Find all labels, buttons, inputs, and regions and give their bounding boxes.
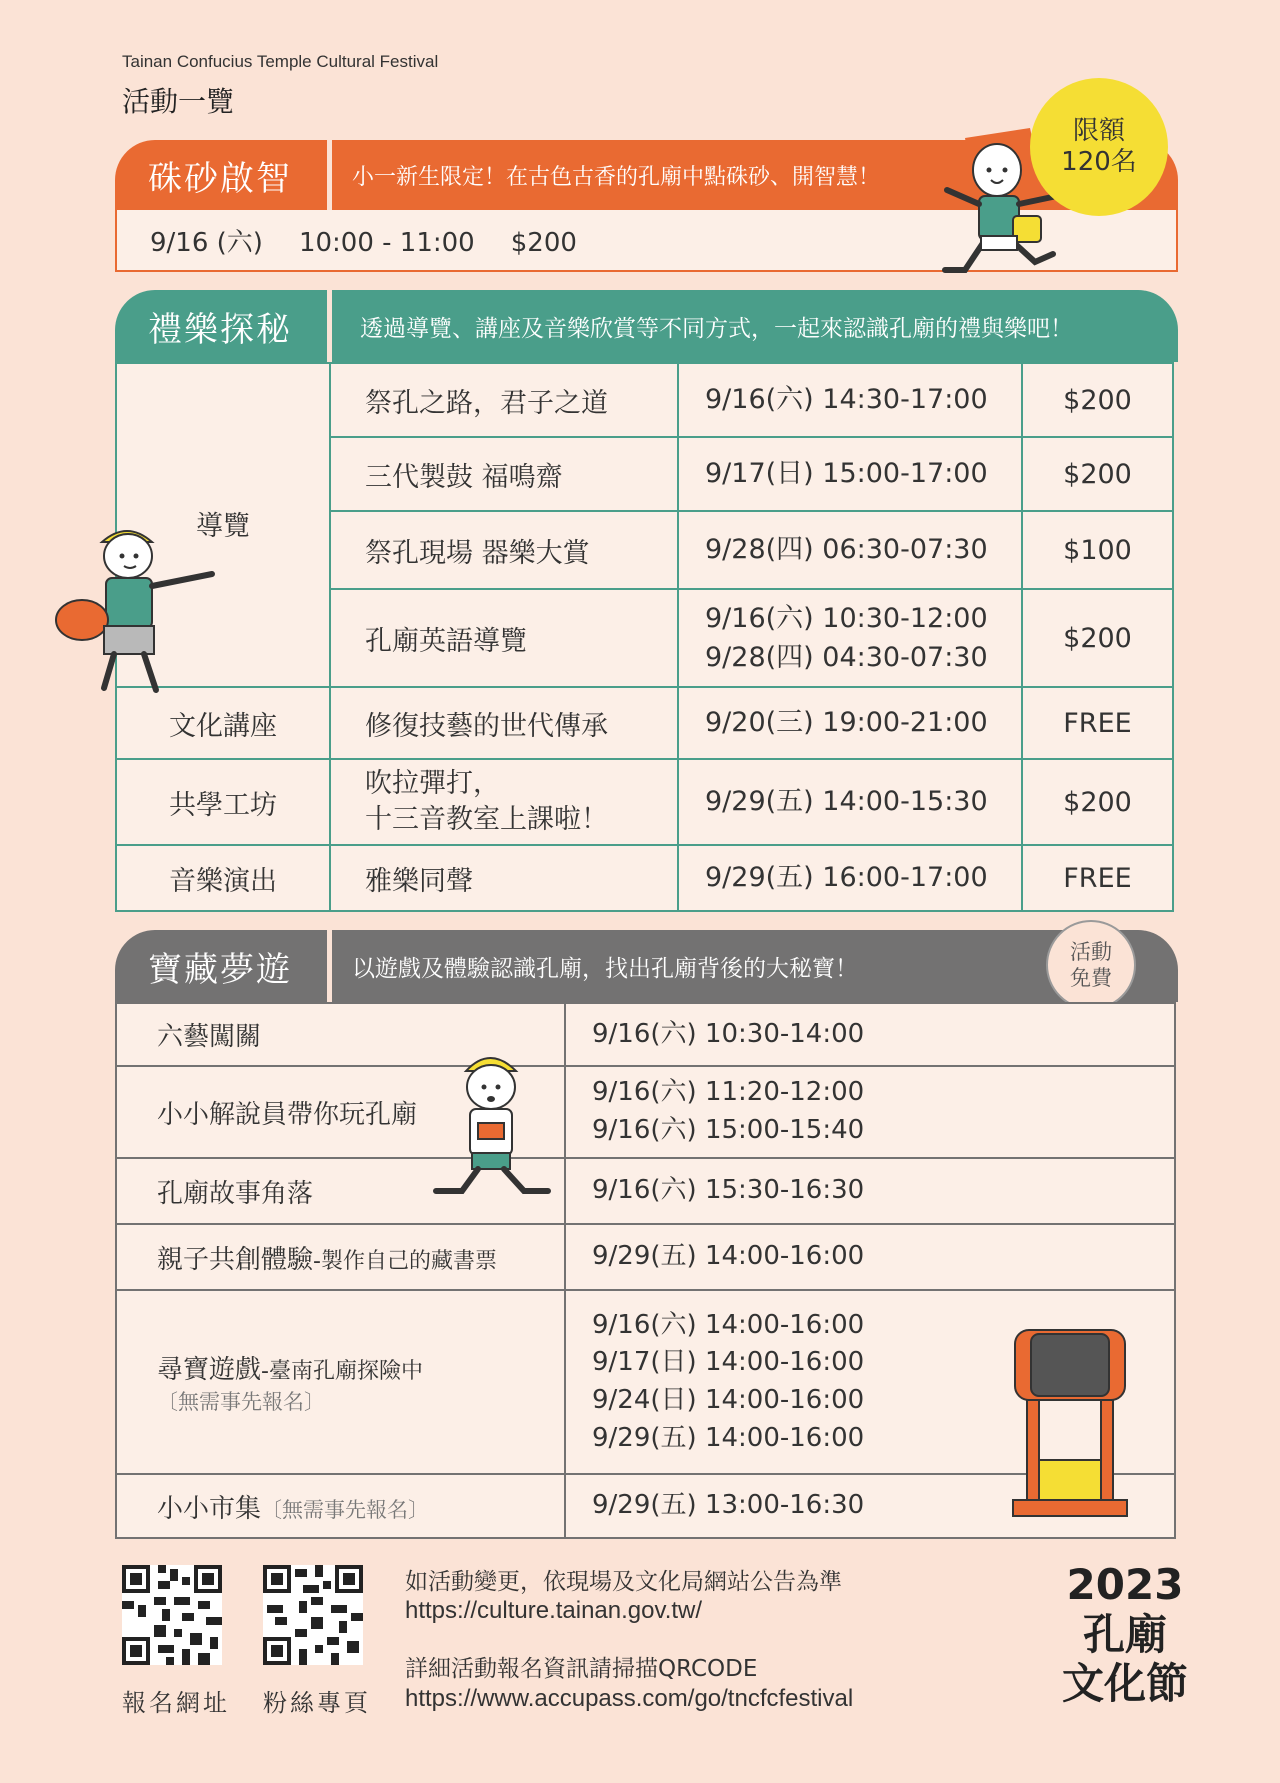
page-title: 活動一覽 <box>122 85 235 118</box>
activity-name <box>116 1474 565 1538</box>
activity-time-line: 9/16(六) 14:00-16:00 <box>592 1309 865 1340</box>
table-row <box>116 845 1173 911</box>
event-time-line: 9/28(四) 04:30-07:30 <box>705 642 988 673</box>
section3-divider <box>327 930 332 1002</box>
quota-badge-line2: 120名 <box>1061 147 1137 177</box>
activity-name <box>116 1224 565 1290</box>
table-row <box>116 687 1173 759</box>
activity-title: 尋寶遊戲 <box>157 1354 262 1385</box>
activity-title: 親子共創體驗 <box>157 1244 314 1275</box>
activity-time: 9/29(五) 13:00-16:30 <box>565 1474 1175 1538</box>
activity-time-line: 9/29(五) 14:00-16:00 <box>592 1422 865 1453</box>
logo-line1: 孔廟 <box>1082 1609 1167 1659</box>
section2-divider <box>327 290 332 362</box>
footer-notice: 如活動變更，依現場及文化局網站公告為準 <box>405 1569 842 1595</box>
activity-note: 〔無需事先報名〕 <box>157 1389 325 1414</box>
event-time <box>678 589 1022 687</box>
free-badge-line2: 免費 <box>1070 966 1112 990</box>
event-time: 9/20(三) 19:00-21:00 <box>678 687 1022 759</box>
pointing-kid-illustration <box>52 520 222 700</box>
table-row <box>116 1003 1175 1066</box>
event-name: 修復技藝的世代傳承 <box>330 687 678 759</box>
event-time: 9/29(五) 14:00-15:30 <box>678 759 1022 845</box>
footer-url-culture[interactable]: https://culture.tainan.gov.tw/ <box>405 1597 703 1624</box>
section1-tag: 硃砂啟智 <box>148 158 292 199</box>
activity-note: 〔無需事先報名〕 <box>261 1497 430 1522</box>
logo-year: 2023 <box>1066 1560 1184 1609</box>
section1-row <box>150 222 613 259</box>
activity-time-line: 9/16(六) 11:20-12:00 <box>592 1077 865 1108</box>
activity-time-line: 9/16(六) 15:00-15:40 <box>592 1115 865 1145</box>
category-cell: 共學工坊 <box>116 759 330 845</box>
activity-title: 小小市集 <box>157 1493 262 1524</box>
section1-divider <box>327 140 332 210</box>
quota-badge-line1: 限額 <box>1072 115 1125 146</box>
event-name: 祭孔之路，君子之道 <box>330 363 678 437</box>
activity-time: 9/16(六) 10:30-14:00 <box>565 1003 1175 1066</box>
activity-name: 孔廟故事角落 <box>116 1158 565 1224</box>
event-time: 9/16(六) 14:30-17:00 <box>678 363 1022 437</box>
section2-desc: 透過導覽、講座及音樂欣賞等不同方式，一起來認識孔廟的禮與樂吧！ <box>360 315 1073 342</box>
event-time-line: 9/16(六) 10:30-12:00 <box>705 602 988 634</box>
event-time: 9/17(日) 15:00-17:00 <box>678 437 1022 511</box>
event-price: $200 <box>1022 363 1173 437</box>
event-price: $200 <box>1022 437 1173 511</box>
free-badge-line1: 活動 <box>1070 939 1112 964</box>
table-row <box>116 1158 1175 1224</box>
activity-time: 9/16(六) 15:30-16:30 <box>565 1158 1175 1224</box>
section1-desc: 小一新生限定！在古色古香的孔廟中點硃砂、開智慧！ <box>352 164 881 190</box>
event-price: $200 <box>1022 759 1173 845</box>
qr-label-registration: 報名網址 <box>122 1689 230 1717</box>
table-row <box>116 363 1173 437</box>
event-time: 9/28(四) 06:30-07:30 <box>678 511 1022 589</box>
category-cell: 文化講座 <box>116 687 330 759</box>
section3-desc: 以遊戲及體驗認識孔廟，找出孔廟背後的大秘寶！ <box>352 955 858 982</box>
title-english: Tainan Confucius Temple Cultural Festival <box>122 52 439 71</box>
section2-tag: 禮樂探秘 <box>148 309 292 350</box>
footer-url-accupass[interactable]: https://www.accupass.com/go/tncfcfestival <box>405 1685 854 1712</box>
qr-label-fanpage: 粉絲專頁 <box>263 1689 371 1717</box>
qr-code-registration[interactable] <box>122 1565 222 1665</box>
activity-subtitle: -臺南孔廟探險中 <box>261 1358 423 1384</box>
category-cell: 音樂演出 <box>116 845 330 911</box>
event-name-line: 吹拉彈打， <box>365 767 500 799</box>
free-event-badge <box>1046 920 1136 1010</box>
event-price: FREE <box>1022 845 1173 911</box>
event-name-line: 十三音教室上課啦！ <box>365 804 608 835</box>
activity-time: 9/29(五) 14:00-16:00 <box>565 1224 1175 1290</box>
event-name: 三代製鼓 福鳴齋 <box>330 437 678 511</box>
section2-table <box>115 362 1174 912</box>
event-name: 祭孔現場 器樂大賞 <box>330 511 678 589</box>
activity-time-line: 9/24(日) 14:00-16:00 <box>592 1385 865 1415</box>
activity-time <box>565 1066 1175 1158</box>
table-row <box>116 1224 1175 1290</box>
section1-price: $200 <box>510 228 577 258</box>
activity-subtitle: -製作自己的藏書票 <box>313 1248 497 1274</box>
festival-logo <box>1060 1560 1190 1709</box>
footer-info: 詳細活動報名資訊請掃描QRCODE <box>405 1656 758 1682</box>
activity-name: 六藝闖關 <box>116 1003 565 1066</box>
table-row <box>116 759 1173 845</box>
qr-code-fanpage[interactable] <box>263 1565 363 1665</box>
event-name: 孔廟英語導覽 <box>330 589 678 687</box>
reading-kid-illustration <box>428 1045 558 1205</box>
drum-illustration <box>995 1320 1145 1525</box>
section1-date: 9/16 (六) <box>150 228 263 258</box>
logo-line2: 文化節 <box>1061 1659 1188 1709</box>
quota-badge <box>1030 78 1168 216</box>
event-price: $100 <box>1022 511 1173 589</box>
event-price: $200 <box>1022 589 1173 687</box>
event-price: FREE <box>1022 687 1173 759</box>
event-name: 雅樂同聲 <box>330 845 678 911</box>
section1-time: 10:00 - 11:00 <box>298 228 475 258</box>
table-row <box>116 1066 1175 1158</box>
event-time: 9/29(五) 16:00-17:00 <box>678 845 1022 911</box>
category-cell: 導覽 <box>116 363 330 687</box>
section3-tag: 寶藏夢遊 <box>148 949 292 990</box>
activity-name: 小小解說員帶你玩孔廟 <box>116 1066 565 1158</box>
activity-time-line: 9/17(日) 14:00-16:00 <box>592 1347 865 1378</box>
activity-name <box>116 1290 565 1474</box>
event-name <box>330 759 678 845</box>
